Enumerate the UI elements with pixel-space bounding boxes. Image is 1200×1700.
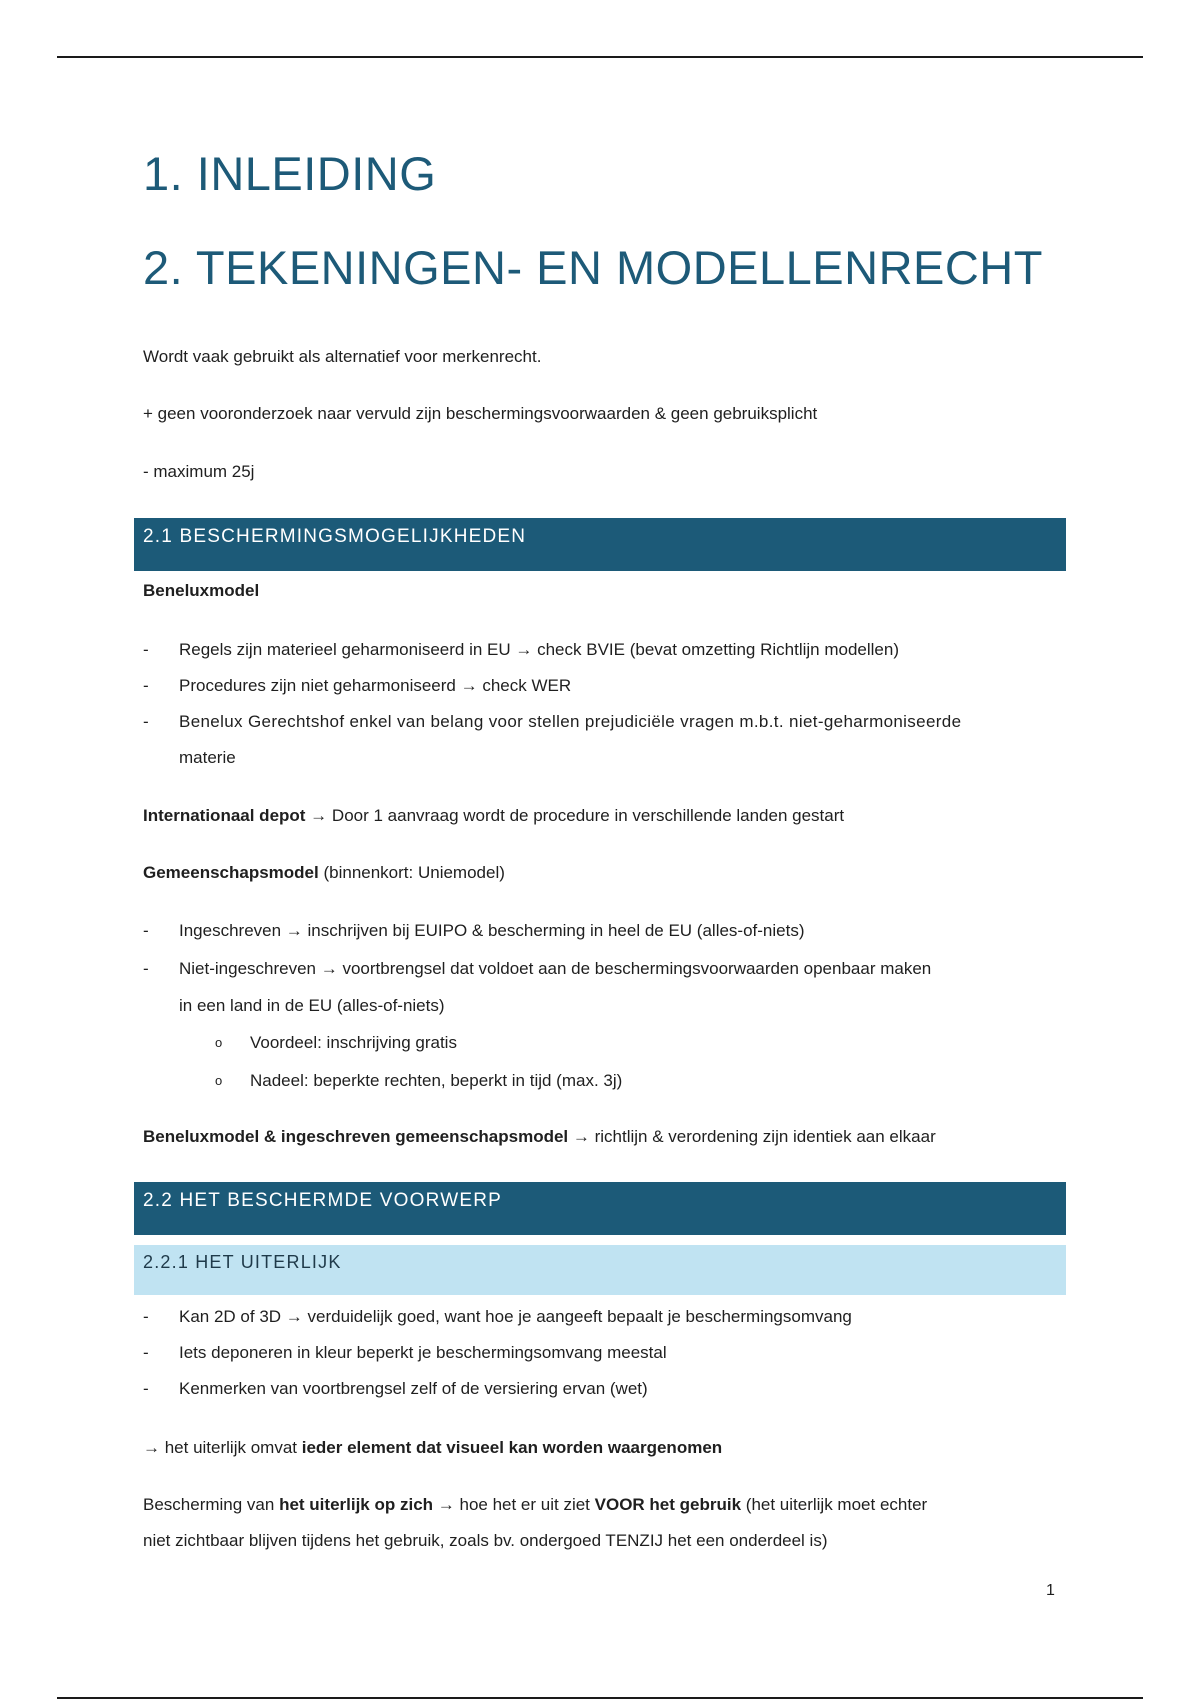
section-title-2-1: 2.1 BESCHERMINGSMOGELIJKHEDEN — [143, 526, 527, 547]
page-number: 1 — [1046, 1582, 1055, 1599]
intro-paragraph-2: + geen vooronderzoek naar vervuld zijn beschermingsvoorwaarden & geen gebruiksplicht — [143, 404, 818, 423]
uiterlijk-omvat-paragraph: → het uiterlijk omvat ieder element dat visueel kan worden waargenomen — [143, 1438, 723, 1457]
intro-paragraph-1: Wordt vaak gebruikt als alternatief voor merkenrecht. — [143, 347, 542, 366]
intro-paragraph-3: - maximum 25j — [143, 462, 255, 481]
section-band-2-1 — [134, 518, 1066, 571]
heading-tekeningen: 2. TEKENINGEN- EN MODELLENRECHT — [143, 241, 1043, 294]
subsection-title-2-2-1: 2.2.1 HET UITERLIJK — [143, 1252, 342, 1272]
conclusion-paragraph: Beneluxmodel & ingeschreven gemeenschapsmodel → richtlijn & verordening zijn identiek aan elkaar — [143, 1127, 936, 1146]
gemeenschapsmodel-paragraph: Gemeenschapsmodel (binnenkort: Uniemodel) — [143, 863, 505, 882]
bottom-rule — [57, 1697, 1143, 1699]
bescherming-paragraph-line-1: Bescherming van het uiterlijk op zich → hoe het er uit ziet VOOR het gebruik (het uiterlijk moet echter — [143, 1495, 928, 1514]
subsection-band-2-2-1 — [134, 1245, 1066, 1295]
heading-inleiding: 1. INLEIDING — [143, 147, 437, 200]
circle-bullet-icon: o — [215, 1073, 223, 1088]
top-rule — [57, 56, 1143, 58]
bescherming-paragraph-line-2: niet zichtbaar blijven tijdens het gebruik, zoals bv. ondergoed TENZIJ het een onderdeel is) — [143, 1531, 828, 1550]
circle-bullet-icon: o — [215, 1035, 223, 1050]
internationaal-depot-paragraph: Internationaal depot → Door 1 aanvraag wordt de procedure in verschillende landen gestart — [143, 806, 845, 825]
section-band-2-2 — [134, 1182, 1066, 1235]
beneluxmodel-label: Beneluxmodel — [143, 581, 260, 600]
section-title-2-2: 2.2 HET BESCHERMDE VOORWERP — [143, 1190, 502, 1211]
